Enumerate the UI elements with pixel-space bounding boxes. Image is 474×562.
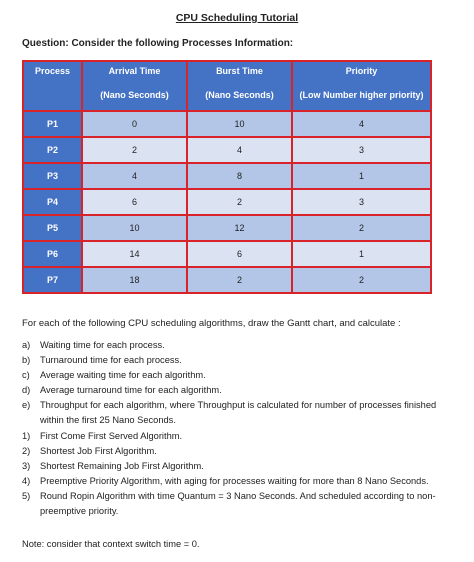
list-item: 3) Shortest Remaining Job First Algorithm. xyxy=(22,461,204,471)
process-id: P4 xyxy=(23,189,82,215)
process-id: P7 xyxy=(23,267,82,293)
arrival-time-cell: 0 xyxy=(82,111,187,137)
header-arrival-time: Arrival Time (Nano Seconds) xyxy=(82,61,187,111)
burst-time-cell: 12 xyxy=(187,215,292,241)
process-id: P1 xyxy=(23,111,82,137)
process-table xyxy=(22,60,432,294)
list-item: 5) Round Ropin Algorithm with time Quantum = 3 Nano Seconds. And scheduled according to non-preemptive priority. xyxy=(22,491,436,516)
process-id: P6 xyxy=(23,241,82,267)
arrival-time-cell: 18 xyxy=(82,267,187,293)
priority-cell: 3 xyxy=(292,137,431,163)
header-burst-time: Burst Time (Nano Seconds) xyxy=(187,61,292,111)
priority-cell: 2 xyxy=(292,215,431,241)
table-row xyxy=(23,241,431,267)
priority-cell: 2 xyxy=(292,267,431,293)
table-row xyxy=(23,189,431,215)
instructions-text: For each of the following CPU scheduling algorithms, draw the Gantt chart, and calculate : xyxy=(22,318,401,329)
header-priority: Priority (Low Number higher priority) xyxy=(292,61,431,111)
question-heading: Question: Consider the following Processes Information: xyxy=(22,38,294,49)
arrival-time-cell: 6 xyxy=(82,189,187,215)
process-id: P3 xyxy=(23,163,82,189)
list-item: b) Turnaround time for each process. xyxy=(22,355,182,365)
burst-time-cell: 2 xyxy=(187,267,292,293)
list-item: e) Throughput for each algorithm, where Throughput is calculated for number of processes finished within the first 25 Nano Seconds. xyxy=(22,400,437,425)
list-item: 1) First Come First Served Algorithm. xyxy=(22,431,183,441)
note-text: Note: consider that context switch time = 0. xyxy=(22,539,200,549)
table-row xyxy=(23,215,431,241)
process-id: P2 xyxy=(23,137,82,163)
priority-cell: 1 xyxy=(292,163,431,189)
table-row xyxy=(23,163,431,189)
calculation-list xyxy=(22,338,452,428)
burst-time-cell: 10 xyxy=(187,111,292,137)
burst-time-cell: 6 xyxy=(187,241,292,267)
header-process: Process xyxy=(23,61,82,111)
algorithm-list xyxy=(22,429,452,519)
document-title: CPU Scheduling Tutorial xyxy=(175,12,299,24)
list-item: 2) Shortest Job First Algorithm. xyxy=(22,446,157,456)
arrival-time-cell: 2 xyxy=(82,137,187,163)
burst-time-cell: 2 xyxy=(187,189,292,215)
process-id: P5 xyxy=(23,215,82,241)
table-row xyxy=(23,137,431,163)
table-row xyxy=(23,267,431,293)
table-row xyxy=(23,111,431,137)
burst-time-cell: 8 xyxy=(187,163,292,189)
burst-time-cell: 4 xyxy=(187,137,292,163)
list-item: c) Average waiting time for each algorithm. xyxy=(22,370,206,380)
list-item: d) Average turnaround time for each algorithm. xyxy=(22,385,222,395)
priority-cell: 4 xyxy=(292,111,431,137)
arrival-time-cell: 14 xyxy=(82,241,187,267)
table-header-row xyxy=(23,61,431,111)
arrival-time-cell: 4 xyxy=(82,163,187,189)
list-item: 4) Preemptive Priority Algorithm, with aging for processes waiting for more than 8 Nano Seconds. xyxy=(22,476,429,486)
list-item: a) Waiting time for each process. xyxy=(22,340,165,350)
priority-cell: 3 xyxy=(292,189,431,215)
priority-cell: 1 xyxy=(292,241,431,267)
arrival-time-cell: 10 xyxy=(82,215,187,241)
